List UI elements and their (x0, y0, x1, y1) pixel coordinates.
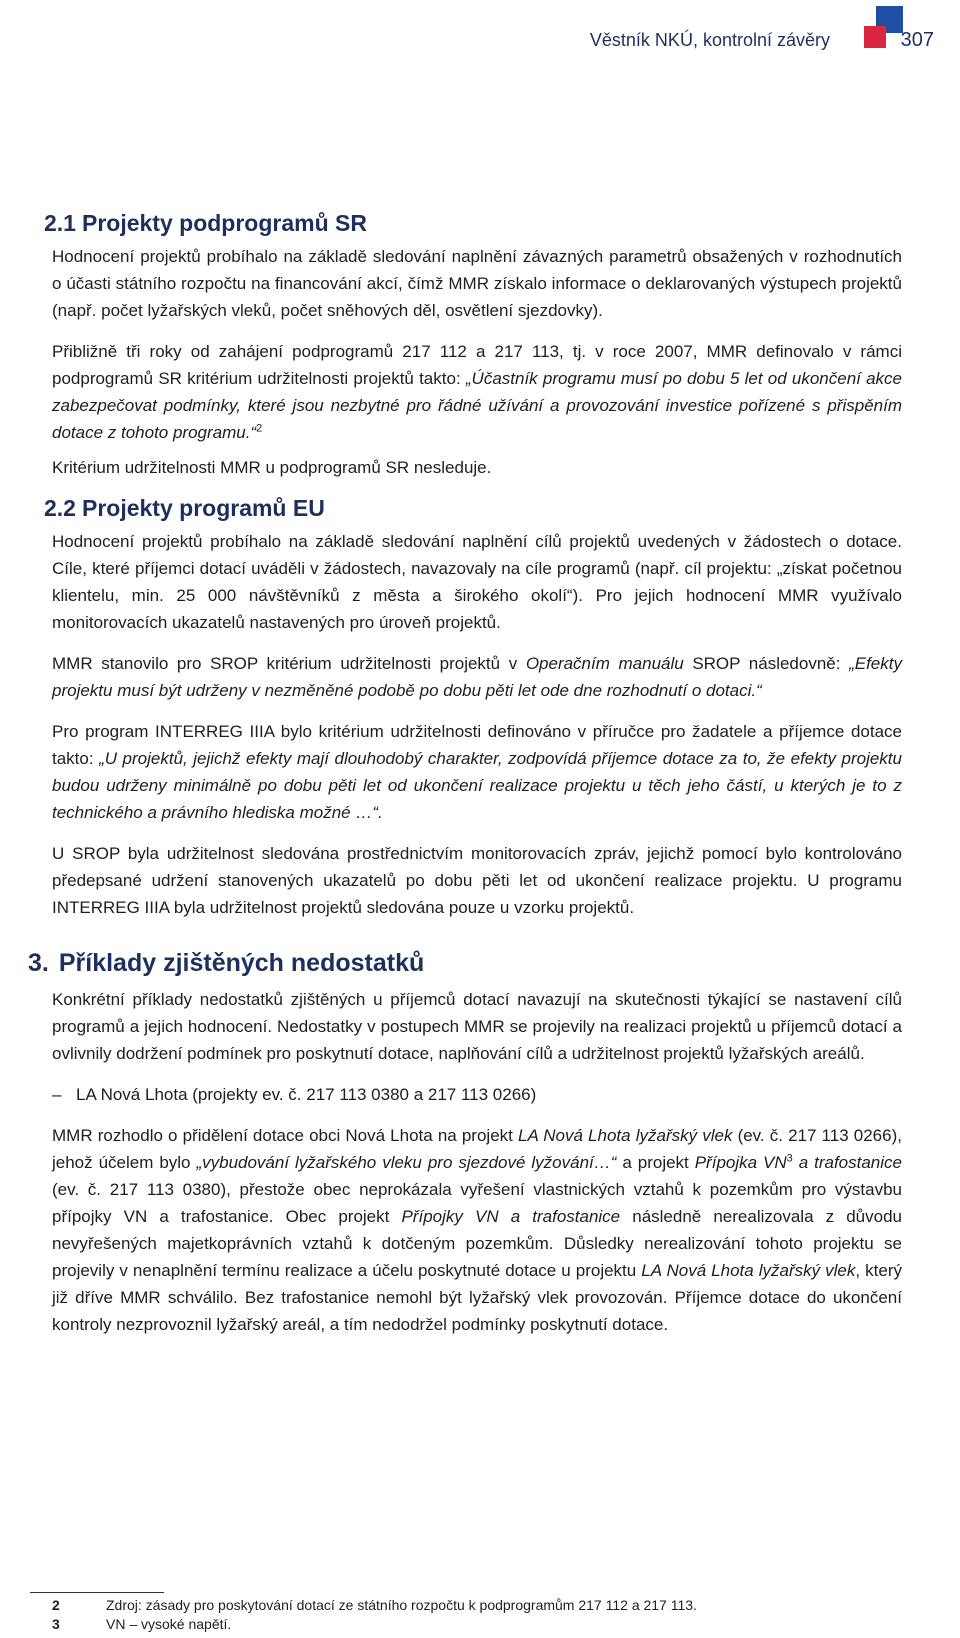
journal-title: Věstník NKÚ, kontrolní závěry (589, 30, 830, 50)
paragraph: Konkrétní příklady nedostatků zjištěných u příjemců dotací navazují na skutečnosti týkající se nastavení cílů programů a jejich hodnocení. Nedostatky v postupech MMR se projevily na realizaci projektů u příjemců dotací a ovlivnily dodržení podmínek pro poskytnutí dotace, naplňování cílů a udržitelnost projektů lyžařských areálů. (52, 990, 902, 1063)
text-span: LA Nová Lhota lyžařský vlek (517, 1126, 733, 1145)
paragraph: Hodnocení projektů probíhalo na základě sledování naplnění cílů projektů uvedených v žádostech o dotace. Cíle, které příjemci dotací uváděli v žádostech, navazovaly na cíle programů (např. cíl projektu: „získat početnou klientelu, min. 25 000 návštěvníků z města a širokého okolí“). Pro jejich hodnocení MMR využívalo monitorovacích ukazatelů nastavených pro úroveň projektů. (52, 532, 902, 632)
section-title: Projekty podprogramů SR (81, 210, 367, 236)
page-header (0, 0, 960, 90)
section-heading-2-1 (44, 210, 902, 237)
quote: „vybudování lyžařského vleku pro sjezdové lyžování…“ (196, 1153, 617, 1172)
paragraph (52, 718, 902, 826)
section-heading-3 (28, 949, 902, 978)
logo-red-square (864, 26, 886, 48)
footnote-number: 3 (52, 1616, 60, 1632)
footnote-text: Zdroj: zásady pro poskytování dotací ze státního rozpočtu k podprogramům 217 112 a 217 113. (106, 1597, 697, 1613)
paragraph (52, 338, 902, 446)
paragraph: U SROP byla udržitelnost sledována prostřednictvím monitorovacích zpráv, jejichž pomocí bylo kontrolováno předepsané udržení stanovených ukazatelů po dobu pěti let od ukončení realizace projektu. U programu INTERREG IIIA byla udržitelnost projektů sledována pouze u vzorku projektů. (52, 844, 902, 917)
text-span: (ev. č. 217 113 0380), přestože obec neprokázala vyřešení vlastnických vztahů k pozemkům pro výstavbu přípojky VN a trafostanice. Obec projekt (52, 1180, 902, 1226)
footnote-text: VN – vysoké napětí. (106, 1616, 232, 1632)
footnote (52, 1615, 932, 1634)
footnote (52, 1596, 932, 1615)
quote: „U projektů, jejichž efekty mají dlouhodobý charakter, zodpovídá příjemce dotace za to, že efekty projektu budou udrženy minimálně po dobu pěti let od ukončení realizace projektu u těch jeho částí, u kterých je to z technického a právního hlediska možné …“. (52, 749, 902, 822)
section-number: 2.2 (44, 495, 76, 521)
page-number: 307 (900, 29, 934, 51)
quote: „Efekty projektu musí být udrženy v nezměněné podobě po dobu pěti let ode dne rozhodnutí o dotaci.“ (52, 654, 902, 700)
list-item (52, 1081, 902, 1108)
footnote-divider (30, 1592, 164, 1593)
footnote-number: 2 (52, 1597, 60, 1613)
text-span: Pro program INTERREG IIIA bylo kritérium udržitelnosti definováno v příručce pro žadatele a příjemce dotace takto: (52, 722, 902, 768)
text-span: MMR stanovilo pro SROP kritérium udržitelnosti projektů v (52, 654, 526, 673)
paragraph (52, 650, 902, 704)
text-span: a trafostanice (792, 1153, 902, 1172)
section-title: Příklady zjištěných nedostatků (58, 949, 425, 977)
text-span: Přípojka VN (694, 1153, 787, 1172)
text-span: SROP následovně: (683, 654, 850, 673)
text-span: a projekt (616, 1153, 695, 1172)
list-item-text: LA Nová Lhota (projekty ev. č. 217 113 0380 a 217 113 0266) (76, 1085, 537, 1104)
section-heading-2-2 (44, 495, 902, 522)
dash-bullet: – (52, 1085, 62, 1104)
text-span: , který již dříve MMR schválilo. Bez trafostanice nemohl být lyžařský vlek provozován. Příjemce dotace do ukončení kontroly nezprovoznil lyžařský areál, a tím nedodržel podmínky poskytnutí dotace. (52, 1261, 902, 1334)
paragraph: Kritérium udržitelnosti MMR u podprogramů SR nesleduje. (52, 458, 492, 477)
paragraph: Hodnocení projektů probíhalo na základě sledování naplnění závazných parametrů obsažených v rozhodnutích o účasti státního rozpočtu na financování akcí, čímž MMR získalo informace o deklarovaných výstupech projektů (např. počet lyžařských vleků, počet sněhových děl, osvětlení sjezdovky). (52, 247, 902, 320)
section-number: 3. (28, 949, 49, 977)
section-number: 2.1 (44, 210, 76, 236)
nku-logo-icon (864, 6, 904, 46)
section-title: Projekty programů EU (81, 495, 325, 521)
text-span: (ev. č. 217 113 0266), jehož účelem bylo (52, 1126, 902, 1172)
text-span: LA Nová Lhota lyžařský vlek (641, 1261, 856, 1280)
footnote-ref: 2 (256, 422, 263, 435)
text-span: následně nerealizovala z důvodu nevyřešených majetkoprávních vztahů k dotčeným pozemkům. Důsledky nerealizování tohoto projektu se projevily v nenaplnění termínu realizace a účelu poskytnuté dotace u projektu (52, 1207, 902, 1280)
quote: „Účastník programu musí po dobu 5 let od ukončení akce zabezpečovat podmínky, které jsou nezbytné pro řádné užívání a provozování investice pořízené s přispěním dotace z tohoto programu.“ (52, 369, 902, 442)
footnotes (52, 1596, 932, 1634)
text-span: Přibližně tři roky od zahájení podprogramů 217 112 a 217 113, tj. v roce 2007, MMR definovalo v rámci podprogramů SR kritérium udržitelnosti projektů takto: (52, 342, 902, 388)
footnote-ref: 3 (786, 1152, 793, 1165)
document-body (28, 210, 902, 1352)
text-span: MMR rozhodlo o přidělení dotace obci Nová Lhota na projekt (52, 1126, 518, 1145)
paragraph (52, 1122, 902, 1338)
text-span: Operačním manuálu (525, 654, 684, 673)
text-span: Přípojky VN a trafostanice (401, 1207, 621, 1226)
